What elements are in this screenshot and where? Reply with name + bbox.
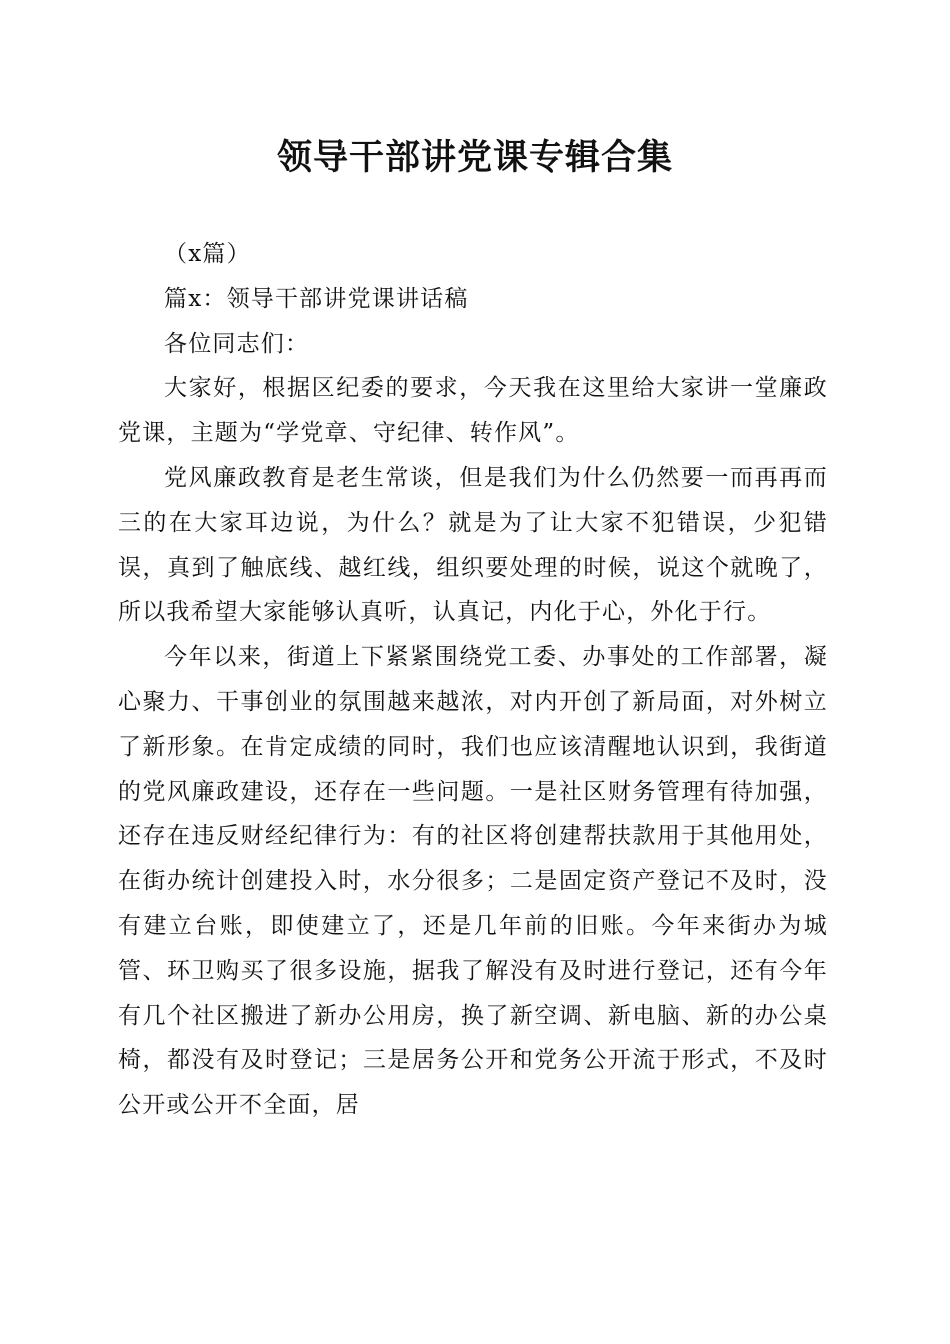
document-body (118, 232, 828, 1128)
paragraph-purpose: 党风廉政教育是老生常谈，但是我们为什么仍然要一而再再而三的在大家耳边说，为什么？就是为了让大家不犯错误，少犯错误，真到了触底线、越红线，组织要处理的时候，说这个就晚了，所以我希望大家能够认真听，认真记，内化于心，外化于行。 (118, 464, 828, 626)
paragraph-count-note: （x篇） (164, 241, 251, 267)
paragraph-subtitle: 篇x：领导干部讲党课讲话稿 (164, 285, 469, 312)
paragraph-issues: 今年以来，街道上下紧紧围绕党工委、办事处的工作部署，凝心聚力、干事创业的氛围越来越浓，对内开创了新局面，对外树立了新形象。在肯定成绩的同时，我们也应该清醒地认识到，我街道的党风廉政建设，还存在一些问题。一是社区财务管理有待加强，还存在违反财经纪律行为：有的社区将创建帮扶款用于其他用处，在街办统计创建投入时，水分很多；二是固定资产登记不及时，没有建立台账，即使建立了，还是几年前的旧账。今年来街办为城管、环卫购买了很多设施，据我了解没有及时进行登记，还有今年有几个社区搬进了新办公用房，换了新空调、新电脑、新的办公桌椅，都没有及时登记；三是居务公开和党务公开流于形式，不及时公开或公开不全面，居 (118, 644, 828, 1119)
paragraph-intro: 大家好，根据区纪委的要求，今天我在这里给大家讲一堂廉政党课，主题为“学党章、守纪律、转作风”。 (118, 375, 828, 447)
page-title: 领导干部讲党课专辑合集 (276, 137, 673, 178)
paragraph-greeting: 各位同志们： (164, 330, 310, 357)
